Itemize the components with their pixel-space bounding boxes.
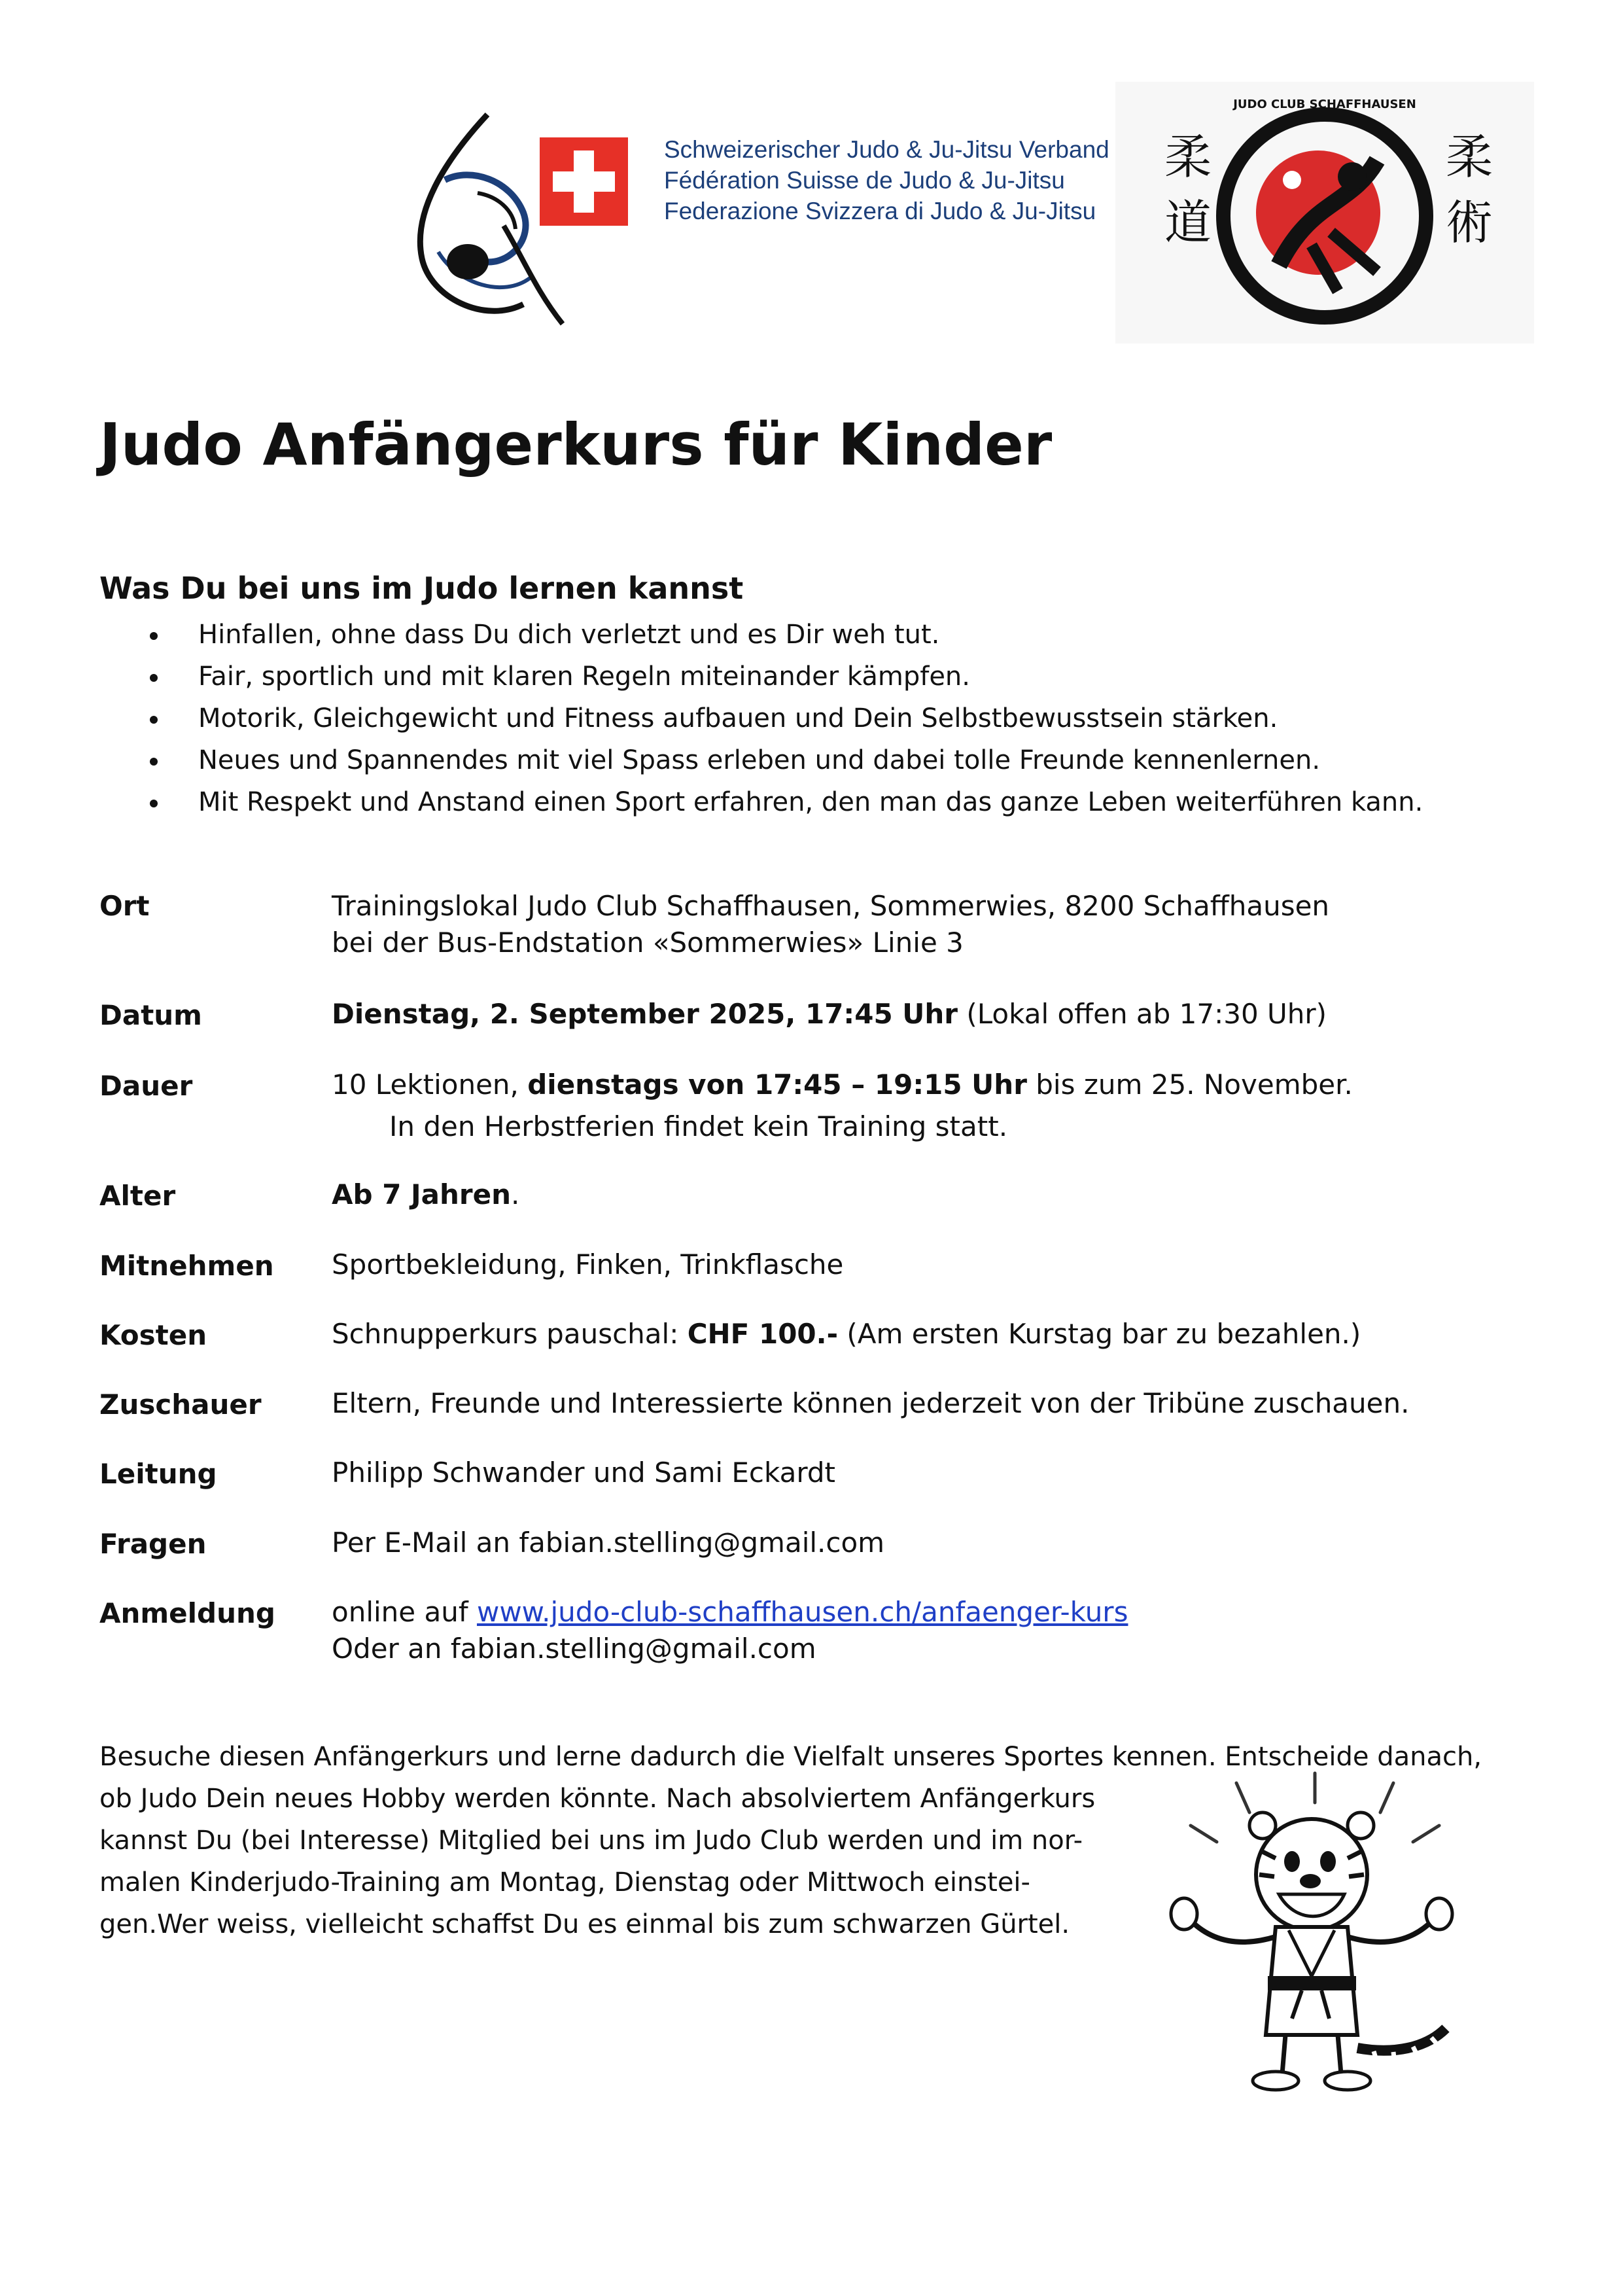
alter-bold: Ab 7 Jahren — [332, 1178, 512, 1210]
datum-rest: (Lokal offen ab 17:30 Uhr) — [958, 998, 1327, 1030]
kanji-do: 道 — [1164, 195, 1212, 250]
label-zuschauer: Zuschauer — [99, 1388, 262, 1421]
kosten-bold: CHF 100.- — [687, 1318, 839, 1350]
label-anmeldung: Anmeldung — [99, 1597, 275, 1629]
value-dauer — [332, 1067, 1353, 1145]
kosten-post: (Am ersten Kurstag bar zu bezahlen.) — [838, 1318, 1361, 1350]
closing-line-1: Besuche diesen Anfängerkurs und lerne dadurch die Vielfalt unseres Sportes kennen. Entscheide danach, — [99, 1742, 1482, 1772]
dauer-bold: dienstags von 17:45 – 19:15 Uhr — [527, 1069, 1027, 1101]
label-ort: Ort — [99, 890, 150, 922]
closing-line-2: ob Judo Dein neues Hobby werden könnte. Nach absolviertem Anfängerkurs — [99, 1784, 1096, 1814]
datum-bold: Dienstag, 2. September 2025, 17:45 Uhr — [332, 998, 958, 1030]
value-leitung: Philipp Schwander und Sami Eckardt — [332, 1457, 836, 1489]
federation-name-it: Federazione Svizzera di Judo & Ju-Jitsu — [664, 198, 1096, 224]
value-fragen: Per E-Mail an fabian.stelling@gmail.com — [332, 1527, 885, 1559]
label-datum: Datum — [99, 999, 202, 1031]
kanji-ju-right: 柔 — [1446, 130, 1493, 185]
label-mitnehmen: Mitnehmen — [99, 1250, 274, 1282]
learn-heading: Was Du bei uns im Judo lernen kannst — [99, 571, 744, 606]
kanji-jutsu: 術 — [1446, 195, 1493, 250]
judo-club-schaffhausen-logo — [1115, 82, 1534, 344]
kosten-pre: Schnupperkurs pauschal: — [332, 1318, 688, 1350]
dauer-pre: 10 Lektionen, — [332, 1069, 528, 1101]
learn-list — [147, 614, 1423, 823]
value-datum — [332, 996, 1327, 1033]
kanji-ju-left: 柔 — [1164, 130, 1212, 185]
value-ort — [332, 888, 1329, 961]
value-kosten — [332, 1316, 1361, 1352]
page-title: Judo Anfängerkurs für Kinder — [99, 411, 1053, 478]
list-item: Fair, sportlich und mit klaren Regeln miteinander kämpfen. — [147, 656, 1423, 698]
tiger-judoka-icon — [1151, 1767, 1478, 2107]
anmeldung-line2: Oder an fabian.stelling@gmail.com — [332, 1633, 816, 1665]
closing-line-3: kannst Du (bei Interesse) Mitglied bei uns im Judo Club werden und im nor- — [99, 1826, 1083, 1856]
dauer-post: bis zum 25. November. — [1026, 1069, 1353, 1101]
closing-line-5: gen.Wer weiss, vielleicht schaffst Du es einmal bis zum schwarzen Gürtel. — [99, 1909, 1070, 1939]
federation-name-fr: Fédération Suisse de Judo & Ju-Jitsu — [664, 167, 1065, 194]
label-fragen: Fragen — [99, 1528, 207, 1560]
ort-line2: bei der Bus-Endstation «Sommerwies» Linie 3 — [332, 927, 964, 959]
list-item: Motorik, Gleichgewicht und Fitness aufbauen und Dein Selbstbewusstsein stärken. — [147, 698, 1423, 739]
list-item: Neues und Spannendes mit viel Spass erleben und dabei tolle Freunde kennenlernen. — [147, 739, 1423, 781]
dauer-line2: In den Herbstferien findet kein Training statt. — [389, 1110, 1008, 1142]
label-alter: Alter — [99, 1180, 176, 1212]
label-kosten: Kosten — [99, 1319, 207, 1351]
list-item: Mit Respekt und Anstand einen Sport erfahren, den man das ganze Leben weiterführen kann. — [147, 781, 1423, 823]
federation-name-de: Schweizerischer Judo & Ju-Jitsu Verband — [664, 136, 1109, 163]
label-leitung: Leitung — [99, 1458, 217, 1490]
alter-post: . — [511, 1178, 520, 1210]
anmeldung-pre: online auf — [332, 1596, 477, 1628]
federation-names — [664, 134, 1109, 226]
ort-line1: Trainingslokal Judo Club Schaffhausen, Sommerwies, 8200 Schaffhausen — [332, 890, 1330, 922]
value-zuschauer: Eltern, Freunde und Interessierte können jederzeit von der Tribüne zuschauen. — [332, 1387, 1410, 1419]
value-alter — [332, 1176, 519, 1213]
value-mitnehmen: Sportbekleidung, Finken, Trinkflasche — [332, 1248, 844, 1280]
tiger-mascot-illustration — [1151, 1767, 1478, 2107]
value-anmeldung — [332, 1594, 1128, 1667]
club-emblem-icon — [1115, 82, 1534, 344]
club-logo-text: JUDO CLUB SCHAFFHAUSEN — [1233, 97, 1416, 111]
label-dauer: Dauer — [99, 1070, 193, 1102]
registration-link[interactable]: www.judo-club-schaffhausen.ch/anfaenger-kurs — [476, 1596, 1128, 1628]
closing-line-4: malen Kinderjudo-Training am Montag, Dienstag oder Mittwoch einstei- — [99, 1867, 1030, 1898]
list-item: Hinfallen, ohne dass Du dich verletzt und es Dir weh tut. — [147, 614, 1423, 656]
